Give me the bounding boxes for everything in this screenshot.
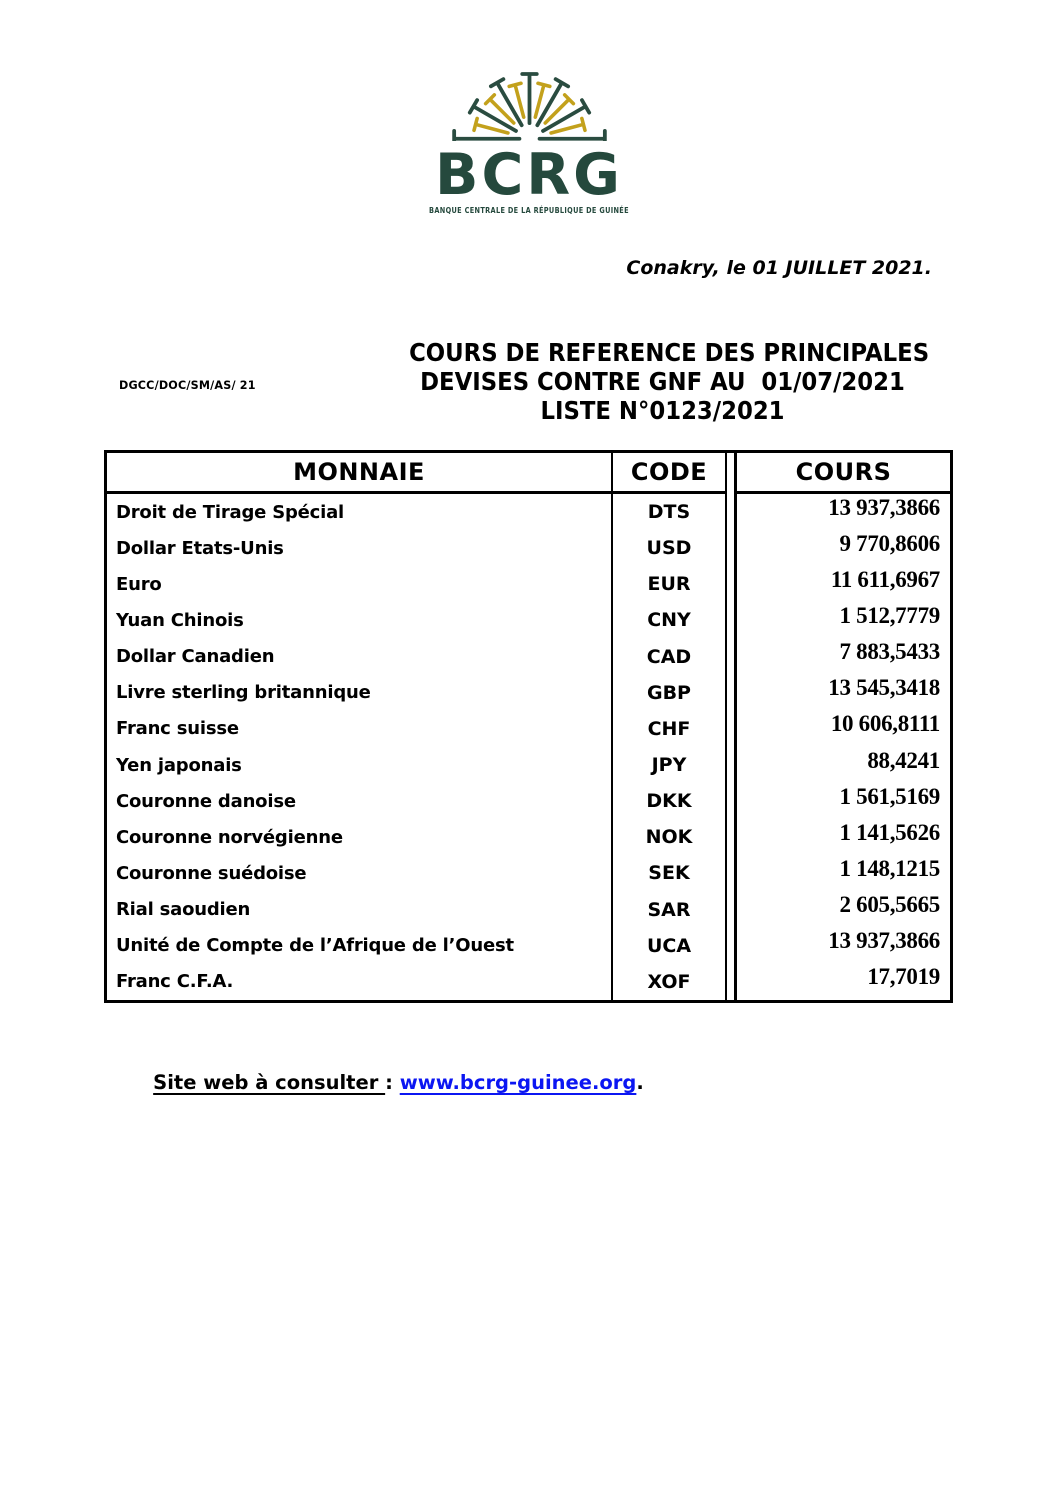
reference-code: DGCC/DOC/SM/AS/ 21 [119,378,256,392]
currency-code: EUR [611,566,727,602]
column-gap [727,494,734,530]
column-gap [727,747,734,783]
currency-code: JPY [611,747,727,783]
currency-code: SEK [611,855,727,891]
currency-rate: 1 141,5626 [734,819,950,855]
currency-name: Droit de Tirage Spécial [116,501,345,523]
column-gap [727,453,734,494]
logo-wordmark: BCRG [435,142,623,208]
website-separator: : [385,1071,400,1094]
currency-rate: 88,4241 [734,747,950,783]
title-line-1: COURS DE REFERENCE DES PRINCIPALES [409,338,930,367]
currency-name: Euro [116,573,162,595]
currency-name: Franc suisse [116,718,239,740]
currency-name: Dollar Etats-Unis [116,537,284,559]
currency-code: CNY [611,602,727,638]
currency-rate: 11 611,6967 [734,566,950,602]
currency-rate: 10 606,8111 [734,711,950,747]
currency-name: Rial saoudien [116,899,251,921]
currency-code: XOF [611,964,727,1000]
rates-table [104,450,953,1003]
column-gap [727,675,734,711]
column-gap [727,530,734,566]
currency-rate: 1 561,5169 [734,783,950,819]
currency-name: Livre sterling britannique [116,682,371,704]
currency-name: Unité de Compte de l’Afrique de l’Ouest [116,935,514,957]
page-title [409,338,930,425]
currency-code: CAD [611,639,727,675]
currency-rate: 2 605,5665 [734,892,950,928]
currency-rate: 1 512,7779 [734,602,950,638]
currency-rate: 13 545,3418 [734,675,950,711]
logo-tagline: BANQUE CENTRALE DE LA RÉPUBLIQUE DE GUINÉE [429,206,629,215]
column-gap [727,602,734,638]
currency-name: Yen japonais [116,754,242,776]
currency-rate: 13 937,3866 [734,494,950,530]
currency-code: CHF [611,711,727,747]
currency-code: UCA [611,928,727,964]
currency-rate: 13 937,3866 [734,928,950,964]
column-gap [727,928,734,964]
column-gap [727,711,734,747]
website-label: Site web à consulter [153,1071,386,1094]
sunburst-dark-rays [454,74,605,141]
title-line-3: LISTE N°0123/2021 [540,396,785,425]
currency-name: Franc C.F.A. [116,971,234,993]
currency-code: USD [611,530,727,566]
currency-name: Couronne danoise [116,790,296,812]
column-gap [727,892,734,928]
currency-code: GBP [611,675,727,711]
currency-rate: 1 148,1215 [734,855,950,891]
website-line [126,1048,644,1117]
column-header-code: CODE [611,453,727,494]
column-header-monnaie: MONNAIE [107,453,611,494]
column-gap [727,783,734,819]
currency-rate: 9 770,8606 [734,530,950,566]
column-header-cours: COURS [734,453,950,494]
column-gap [727,964,734,1000]
currency-code: SAR [611,892,727,928]
website-period: . [636,1071,644,1094]
currency-rate: 17,7019 [734,964,950,1000]
currency-name: Couronne suédoise [116,862,307,884]
currency-rate: 7 883,5433 [734,639,950,675]
website-link[interactable]: www.bcrg-guinee.org [399,1071,637,1094]
bcrg-logo [399,45,659,215]
sunburst-icon [451,45,608,141]
currency-name: Couronne norvégienne [116,826,343,848]
currency-code: NOK [611,819,727,855]
column-gap [727,819,734,855]
currency-name: Yuan Chinois [116,609,244,631]
column-gap [727,855,734,891]
column-gap [727,639,734,675]
title-line-2: DEVISES CONTRE GNF AU 01/07/2021 [420,367,905,396]
currency-code: DKK [611,783,727,819]
currency-code: DTS [611,494,727,530]
column-gap [727,566,734,602]
currency-name: Dollar Canadien [116,646,275,668]
dateline: Conakry, le 01 JUILLET 2021. [626,257,932,279]
